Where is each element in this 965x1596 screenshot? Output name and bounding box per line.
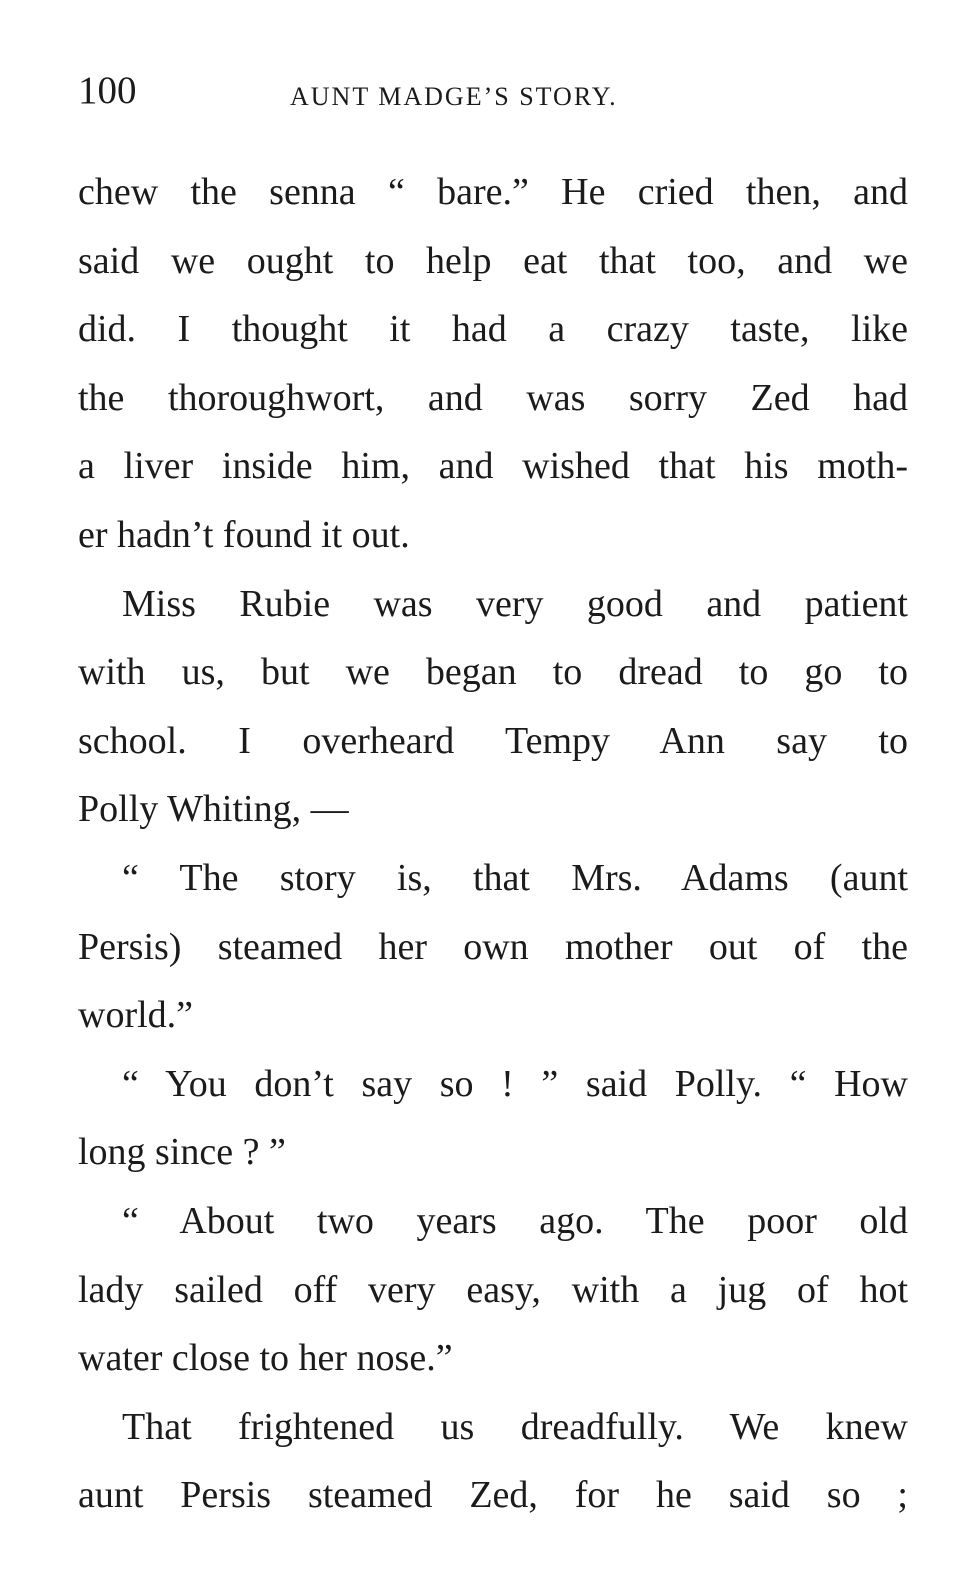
- paragraph-start-line: “ About two years ago. The poor old: [122, 1199, 908, 1242]
- text-line: long since ? ”: [78, 1131, 286, 1174]
- page-number: 100: [78, 69, 137, 112]
- text-line: water close to her nose.”: [78, 1337, 453, 1380]
- text-line: Persis) steamed her own mother out of the: [78, 925, 908, 968]
- text-line: chew the senna “ bare.” He cried then, and: [78, 171, 908, 213]
- text-line: with us, but we began to dread to go to: [78, 651, 908, 694]
- text-line: Polly Whiting, —: [78, 788, 349, 831]
- running-title: AUNT MADGE’S STORY.: [290, 82, 618, 111]
- paragraph-start-line: That frightened us dreadfully. We knew: [122, 1405, 908, 1448]
- text-line: er hadn’t found it out.: [78, 513, 410, 556]
- text-line: did. I thought it had a crazy taste, like: [78, 308, 908, 351]
- paragraph-start-line: “ You don’t say so ! ” said Polly. “ How: [122, 1062, 908, 1105]
- text-line: lady sailed off very easy, with a jug of hot: [78, 1268, 908, 1311]
- text-line: the thoroughwort, and was sorry Zed had: [78, 376, 908, 419]
- text-line: school. I overheard Tempy Ann say to: [78, 719, 908, 762]
- text-line: aunt Persis steamed Zed, for he said so ;: [78, 1474, 908, 1517]
- story-text: [78, 158, 908, 1530]
- text-line: a liver inside him, and wished that his moth-: [78, 445, 908, 488]
- paragraph-start-line: Miss Rubie was very good and patient: [122, 582, 908, 625]
- text-line: said we ought to help eat that too, and we: [78, 239, 908, 282]
- page-header: [78, 64, 908, 124]
- text-line: world.”: [78, 994, 194, 1037]
- paragraph-start-line: “ The story is, that Mrs. Adams (aunt: [122, 856, 908, 899]
